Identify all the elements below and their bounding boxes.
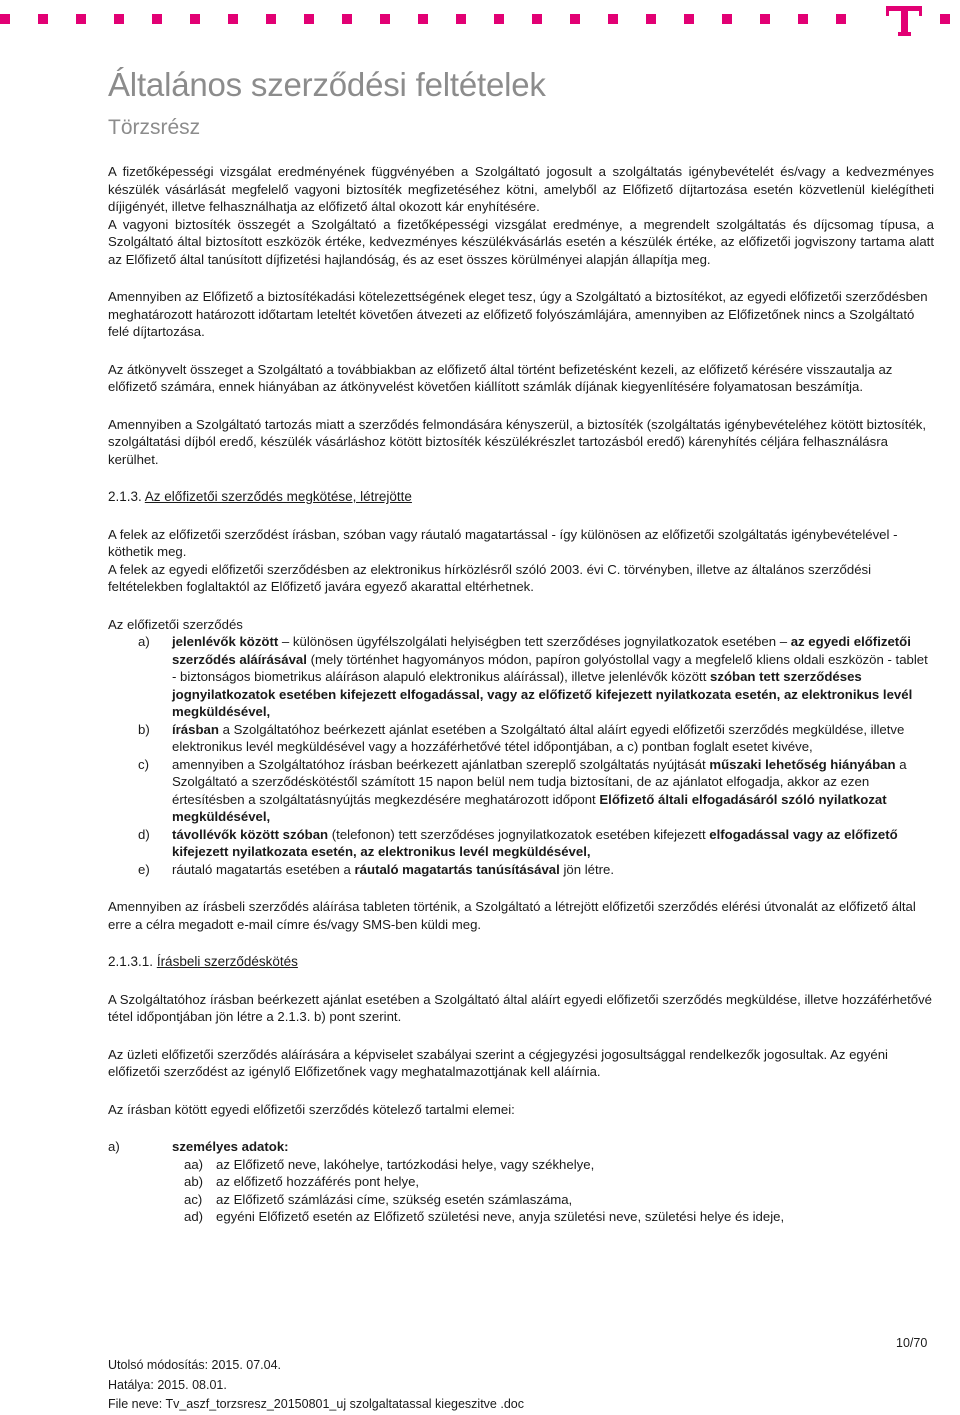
- bold-text: írásban: [172, 721, 219, 737]
- brand-square: [760, 14, 770, 24]
- list-item: [108, 1191, 934, 1209]
- effective-date: Hatálya: 2015. 08.01.: [108, 1377, 227, 1392]
- brand-square: [152, 14, 162, 24]
- section-heading: [108, 488, 934, 506]
- spacer: [108, 596, 934, 616]
- item-text: a Szolgáltató a szerződéskötéstől számított 15 napon belül nem tudja biztosítani, de az ajánlatot elfogadja, akkor az ezen értesítésben a szolgáltatásnyújtás megkezdésére meghatározott időpont: [172, 756, 907, 807]
- bold-text: jelenlévők között: [172, 634, 279, 649]
- spacer: [108, 933, 934, 953]
- brand-square: [456, 14, 466, 24]
- list-label: b): [138, 721, 150, 737]
- list-label: a): [138, 634, 150, 649]
- paragraph: Amennyiben az Előfizető a biztosítékadási kötelezettségének eleget tesz, úgy a Szolgáltató a biztosítékot, az egyedi előfizetői szerződésben meghatározott határozott időtartam leteltét követően átvezeti az előfizető folyószámlájára, amennyiben az Előfizetőnek nincs a Szolgáltató felé díjtartozása.: [108, 289, 928, 339]
- spacer: [108, 268, 934, 288]
- spacer: [108, 396, 934, 416]
- list-label: e): [138, 861, 150, 877]
- item-text: amennyiben a Szolgáltatóhoz írásban beérkezett ajánlatban szereplő szolgáltatás nyújtását: [172, 756, 710, 772]
- list-item: [108, 826, 934, 861]
- item-text: az előfizető hozzáférés pont helye,: [216, 1174, 420, 1189]
- paragraph: Az üzleti előfizetői szerződés aláírására a képviselet szabályai szerint a cégjegyzési jogosultsággal rendelkezők jogosultak. Az egyéni előfizetői szerződést az igénylő Előfizetőnek vagy meghatalmazottjának kell aláírnia.: [108, 1046, 888, 1079]
- bold-text: elfogadással vagy az előfizető kifejezett nyilatkozata esetén, az elektronikus levél megküldésével,: [172, 826, 898, 859]
- paragraph: Amennyiben az írásbeli szerződés aláírása tableten történik, a Szolgáltató a létrejött előfizetői szerződés elérési útvonalát az előfizető által erre a célra megadott e-mail címre és/vagy SMS-ben küldi meg.: [108, 899, 916, 932]
- brand-square: [190, 14, 200, 24]
- list-item: [108, 1138, 934, 1156]
- brand-square: [114, 14, 124, 24]
- list-item: [108, 633, 934, 721]
- brand-square: [646, 14, 656, 24]
- bold-text: műszaki lehetőség hiányában: [709, 756, 896, 772]
- list-label: ad): [184, 1209, 204, 1224]
- item-text: egyéni Előfizető esetén az Előfizető születési neve, anyja születési neve, születési helye és ideje,: [216, 1209, 785, 1224]
- brand-square: [494, 14, 504, 24]
- spacer: [108, 878, 934, 898]
- paragraph: A felek az egyedi előfizetői szerződésben az elektronikus hírközlésről szóló 2003. évi C. törvényben, illetve az általános szerződési feltételekben foglaltaktól az Előfizető javára egyező akarattal eltérhetnek.: [108, 561, 872, 594]
- spacer: [108, 506, 934, 526]
- telekom-t-logo-icon: [884, 2, 924, 36]
- page-footer: [108, 1356, 524, 1415]
- personal-data-sublist: [108, 1156, 934, 1226]
- spacer: [108, 468, 934, 488]
- bold-text: szóban tett szerződéses jognyilatkozatok esetében kifejezett elfogadással, vagy az előfizető kifejezett nyilatkozata esetén, az elektronikus levél megküldésével,: [172, 669, 913, 719]
- brand-square: [266, 14, 276, 24]
- item-text: jön létre.: [559, 861, 615, 877]
- brand-square: [798, 14, 808, 24]
- brand-square: [0, 14, 10, 24]
- paragraph: Amennyiben a Szolgáltató tartozás miatt a szerződés felmondására kényszerül, a biztosíték (szolgáltatás igénybevételéhez kötött biztosíték, szolgáltatási díjból eredő, készülék vásárláshoz kötött biztosíték készülékrészlet tartozásból eredő) kárenyhítés céljára felhasználásra kerülhet.: [108, 416, 927, 467]
- page-number: 10/70: [896, 1336, 928, 1350]
- item-text: a Szolgáltatóhoz beérkezett ajánlat esetében a Szolgáltató által aláírt egyedi előfizetői szerződés megküldése, illetve elektronikus levél megküldésével vagy a hozzáférhetővé tétel időpontjában, a c) pontban foglalt esetet kivéve,: [172, 721, 905, 754]
- list-item: [108, 861, 934, 879]
- conclusion-list: [108, 633, 934, 878]
- spacer: [108, 341, 934, 361]
- brand-square: [342, 14, 352, 24]
- paragraph: A fizetőképességi vizsgálat eredményének függvényében a Szolgáltató jogosult a szolgáltatás igénybevételét és/vagy a kedvezményes készülék vásárlását megfelelő vagyoni biztosíték megfizetéséhez kötni, amelyből az Előfizető díjtartozása esetén közvetlenül kielégítheti díjigényét, illetve felhasználhatja az előfizető által okozott kár enyhítésére.: [108, 164, 934, 214]
- section-number: 2.1.3.: [108, 489, 142, 504]
- brand-square: [608, 14, 618, 24]
- item-text: ráutaló magatartás esetében a: [172, 861, 355, 877]
- brand-square: [228, 14, 238, 24]
- brand-square: [722, 14, 732, 24]
- list-item: [108, 1173, 934, 1191]
- item-text: az Előfizető számlázási címe, szükség esetén számlaszáma,: [216, 1191, 573, 1207]
- section-title: Írásbeli szerződéskötés: [156, 954, 298, 969]
- list-label: aa): [184, 1156, 204, 1172]
- brand-header-bar: [0, 0, 960, 40]
- paragraph: A vagyoni biztosíték összegét a Szolgáltató a fizetőképességi vizsgálat eredménye, a megrendelt szolgáltatás és díjcsomag típusa, a Szolgáltató által biztosított eszközök értéke, kedvezményes készülékvásárlás esetén a készülék értéke, az előfizetői jogviszony tartama alatt az Előfizető által tanúsított díjfizetési hajlandóság, és az eset összes körülményei alapján állapítja meg.: [108, 216, 934, 267]
- item-text: (mely történhet hagyományos módon, papíron golyóstollal vagy a megfelelő kliens oldali eszközön - tablet - biztonságos biometrikus aláíráson alapuló elektronikus aláírással), illetve jelenlévők között: [172, 651, 928, 684]
- bold-text: személyes adatok:: [172, 1139, 289, 1154]
- document-title: Általános szerződési feltételek: [108, 66, 546, 103]
- brand-square: [532, 14, 542, 24]
- brand-square: [684, 14, 694, 24]
- brand-square: [940, 14, 950, 24]
- bold-text: távollévők között szóban: [172, 826, 329, 842]
- last-modified: Utolsó módosítás: 2015. 07.04.: [108, 1358, 282, 1372]
- document-body: [108, 163, 934, 1226]
- section-number: 2.1.3.1.: [108, 954, 154, 969]
- section-heading: [108, 953, 934, 971]
- list-item: [108, 721, 934, 756]
- file-name: File neve: Tv_aszf_torzsresz_20150801_uj szolgaltatassal kiegeszitve .doc: [108, 1397, 524, 1411]
- list-label: c): [138, 756, 149, 772]
- item-text: – különösen ügyfélszolgálati helyiségben tett szerződéses jognyilatkozatok esetében –: [278, 634, 791, 649]
- mandatory-elements-list: [108, 1138, 934, 1156]
- brand-square: [418, 14, 428, 24]
- list-label: ab): [184, 1174, 204, 1189]
- list-label: ac): [184, 1191, 203, 1207]
- item-text: az Előfizető neve, lakóhelye, tartózkodási helye, vagy székhelye,: [216, 1156, 595, 1172]
- bold-text: Előfizető általi elfogadásáról szóló nyilatkozat megküldésével,: [172, 791, 887, 824]
- paragraph: A felek az előfizetői szerződést írásban, szóban vagy ráutaló magatartással - így különösen az előfizetői szolgáltatás igénybevételével - köthetik meg.: [108, 526, 898, 559]
- brand-square: [304, 14, 314, 24]
- spacer: [108, 971, 934, 991]
- item-text: (telefonon) tett szerződéses jognyilatkozatok esetében kifejezett: [328, 826, 710, 842]
- paragraph: Az előfizetői szerződés: [108, 616, 243, 632]
- list-label: a): [108, 1139, 120, 1154]
- brand-square: [836, 14, 846, 24]
- spacer: [108, 1081, 934, 1101]
- list-item: [108, 756, 934, 826]
- spacer: [108, 1118, 934, 1138]
- brand-square: [76, 14, 86, 24]
- bold-text: az egyedi előfizetői szerződés aláírásával: [172, 634, 911, 667]
- brand-square: [570, 14, 580, 24]
- spacer: [108, 1026, 934, 1046]
- bold-text: ráutaló magatartás tanúsításával: [354, 861, 560, 877]
- document-subtitle: Törzsrész: [108, 116, 201, 139]
- section-title: Az előfizetői szerződés megkötése, létrejötte: [144, 489, 412, 504]
- brand-square: [380, 14, 390, 24]
- list-label: d): [138, 826, 150, 842]
- list-item: [108, 1208, 934, 1226]
- paragraph: Az írásban kötött egyedi előfizetői szerződés kötelező tartalmi elemei:: [108, 1101, 515, 1117]
- paragraph: A Szolgáltatóhoz írásban beérkezett ajánlat esetében a Szolgáltató által aláírt egyedi előfizetői szerződés megküldése, illetve hozzáférhetővé tétel időpontjában jön létre a 2.1.3. b) pont szerint.: [108, 991, 932, 1024]
- list-item: [108, 1156, 934, 1174]
- brand-square: [38, 14, 48, 24]
- paragraph: Az átkönyvelt összeget a Szolgáltató a továbbiakban az előfizető által történt befizetésként kezeli, az előfizető kérésére visszautalja az előfizető számára, ennek hiányában az átkönyvelést követően kiállított számlák díjának kiegyenlítésére folyamatosan beszámítja.: [108, 361, 893, 394]
